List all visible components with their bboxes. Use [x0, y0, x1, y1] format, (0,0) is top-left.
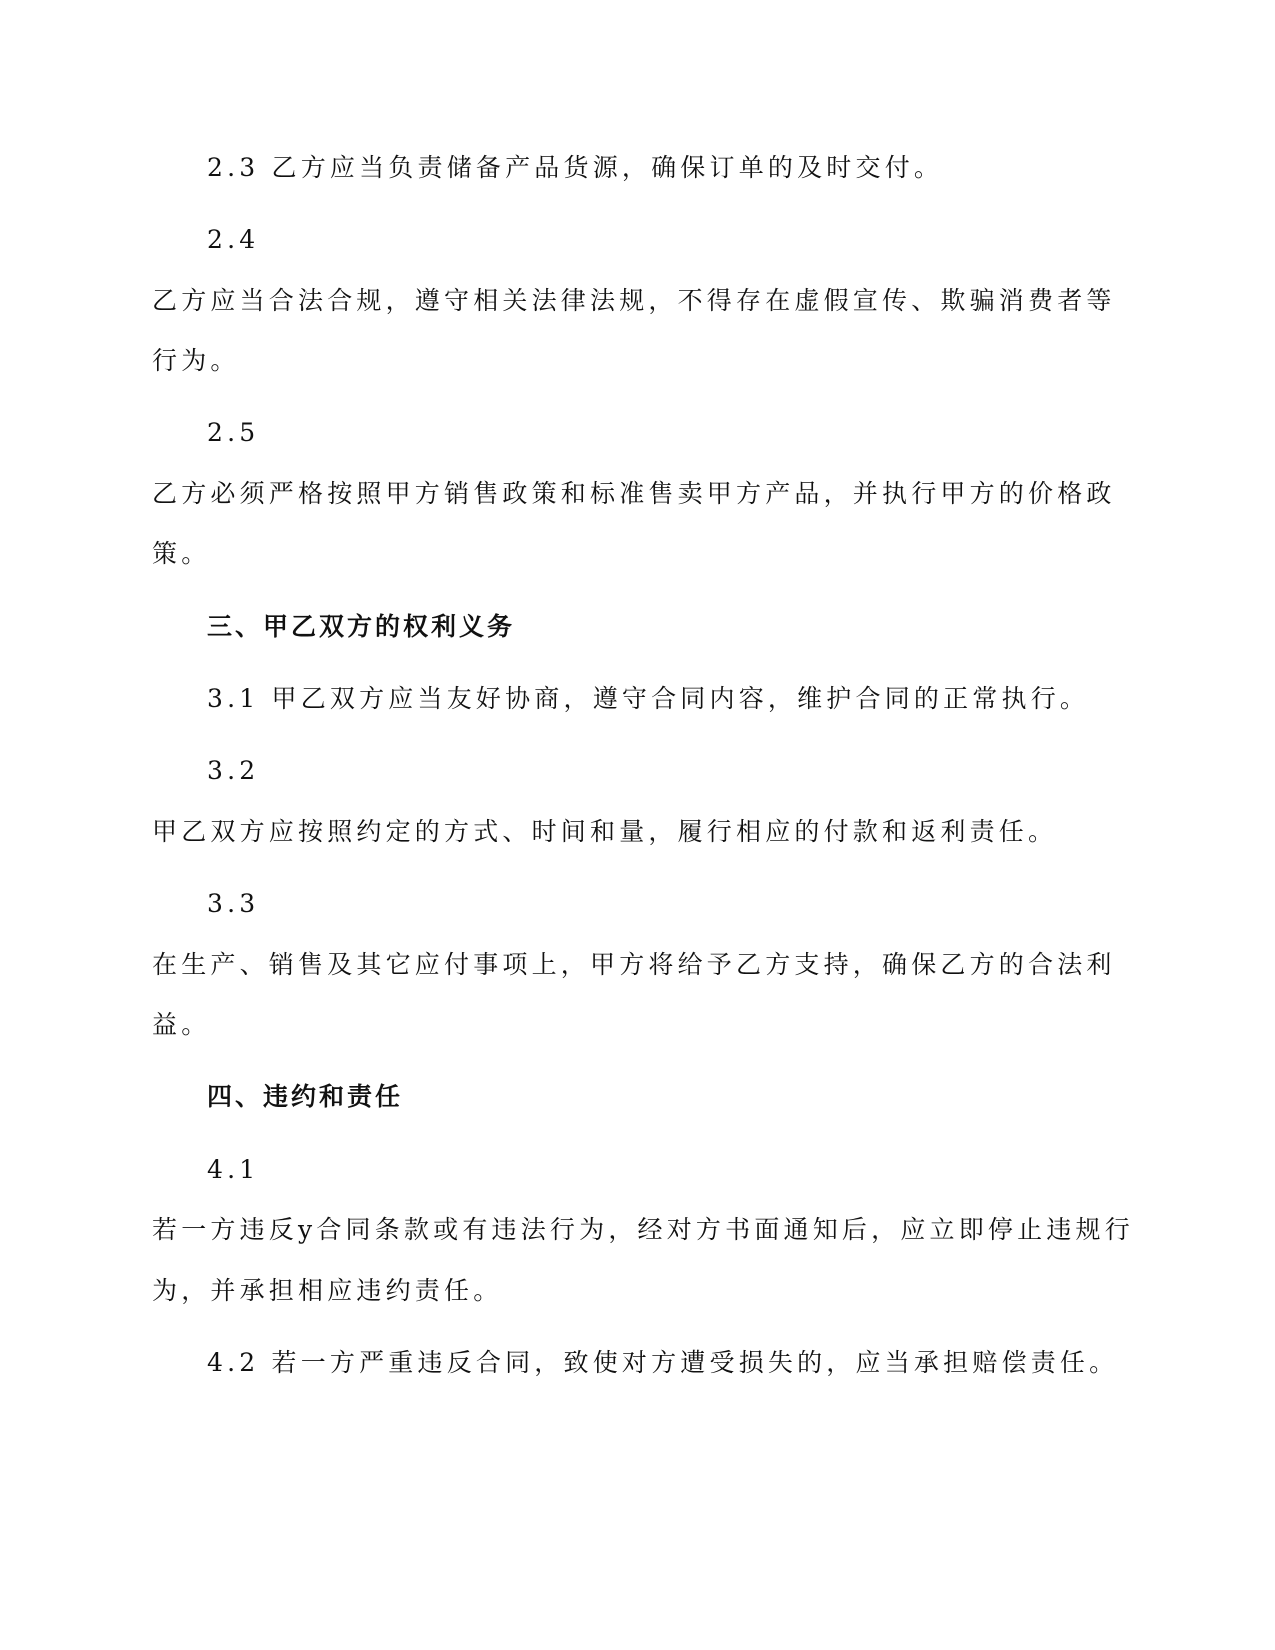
- clause-3-2-text: 甲乙双方应按照约定的方式、时间和量，履行相应的付款和返利责任。: [152, 817, 1058, 846]
- clause-4-1-text-line-1: 若一方违反y合同条款或有违法行为，经对方书面通知后，应立即停止违规行: [152, 1215, 1134, 1244]
- clause-2-4-text-line-2: 行为。: [152, 346, 240, 375]
- clause-3-2-number: 3.2: [207, 756, 260, 785]
- clause-4-2: 4.2 若一方严重违反合同，致使对方遭受损失的，应当承担赔偿责任。: [207, 1348, 1119, 1377]
- clause-2-5-text-line-1: 乙方必须严格按照甲方销售政策和标准售卖甲方产品，并执行甲方的价格政: [152, 479, 1116, 508]
- clause-2-5-number: 2.5: [207, 418, 260, 447]
- clause-2-5-text-line-2: 策。: [152, 539, 211, 568]
- clause-3-3-number: 3.3: [207, 889, 260, 918]
- clause-3-3-text-line-1: 在生产、销售及其它应付事项上，甲方将给予乙方支持，确保乙方的合法利: [152, 950, 1116, 979]
- section-4-heading: 四、违约和责任: [207, 1082, 404, 1111]
- clause-2-4-text-line-1: 乙方应当合法合规，遵守相关法律法规，不得存在虚假宣传、欺骗消费者等: [152, 286, 1116, 315]
- clause-3-1: 3.1 甲乙双方应当友好协商，遵守合同内容，维护合同的正常执行。: [207, 684, 1090, 713]
- clause-2-3: 2.3 乙方应当负责储备产品货源，确保订单的及时交付。: [207, 153, 944, 182]
- clause-3-3-text-line-2: 益。: [152, 1010, 211, 1039]
- clause-4-1-number: 4.1: [207, 1155, 260, 1184]
- clause-2-4-number: 2.4: [207, 225, 260, 254]
- clause-4-1-text-line-2: 为，并承担相应违约责任。: [152, 1276, 503, 1305]
- section-3-heading: 三、甲乙双方的权利义务: [207, 612, 516, 641]
